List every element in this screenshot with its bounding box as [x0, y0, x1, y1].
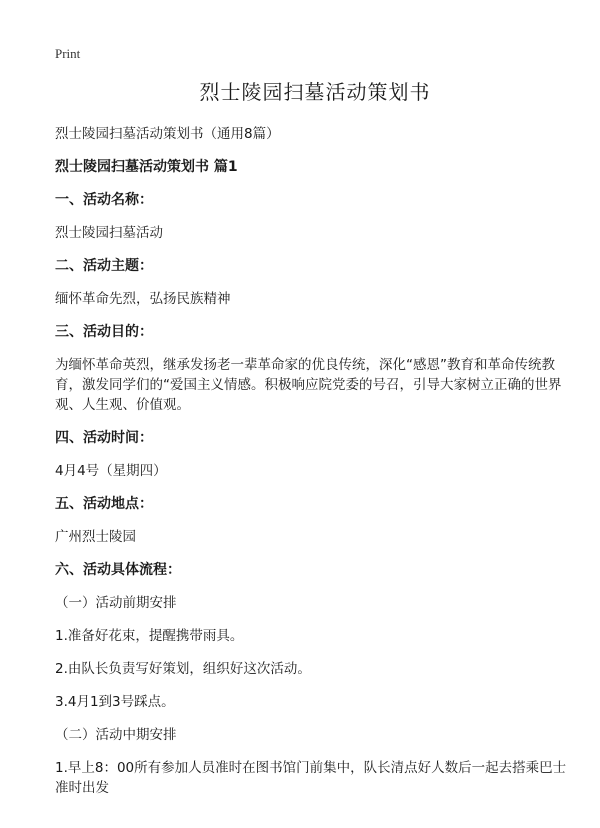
step-gather-depart: 1.早上8：00所有参加人员准时在图书馆门前集中，队长清点好人数后一起去搭乘巴士准时出发	[55, 760, 567, 796]
heading-activity-purpose: 三、活动目的：	[55, 324, 153, 340]
text-activity-time: 4月4号（星期四）	[55, 463, 167, 479]
heading-activity-process: 六、活动具体流程：	[55, 562, 181, 578]
text-activity-purpose: 为缅怀革命英烈，继承发扬老一辈革命家的优良传统，深化“感恩”教育和革命传统教育，激发同学们的“爱国主义情感。积极响应院党委的号召，引导大家树立正确的世界观、人生观、价值观。	[55, 357, 562, 413]
text-activity-theme: 缅怀革命先烈，弘扬民族精神	[55, 291, 231, 307]
heading-activity-theme: 二、活动主题：	[55, 258, 153, 274]
step-prepare-flowers: 1.准备好花束，提醒携带雨具。	[55, 628, 244, 644]
step-write-plan: 2.由队长负责写好策划，组织好这次活动。	[55, 661, 311, 677]
heading-activity-location: 五、活动地点：	[55, 496, 153, 512]
heading-activity-name: 一、活动名称：	[55, 192, 153, 208]
print-link[interactable]: Print	[55, 46, 81, 61]
text-activity-location: 广州烈士陵园	[55, 529, 136, 545]
subheading-pre-activity: （一）活动前期安排	[55, 595, 177, 611]
text-activity-name: 烈士陵园扫墓活动	[55, 225, 163, 241]
document-subtitle: 烈士陵园扫墓活动策划书（通用8篇）	[55, 126, 280, 142]
heading-activity-time: 四、活动时间：	[55, 430, 153, 446]
subheading-mid-activity: （二）活动中期安排	[55, 727, 177, 743]
section-title: 烈士陵园扫墓活动策划书 篇1	[55, 159, 238, 175]
document-title: 烈士陵园扫墓活动策划书	[199, 80, 431, 104]
document-body	[55, 78, 575, 811]
step-site-visit: 3.4月1到3号踩点。	[55, 694, 175, 710]
